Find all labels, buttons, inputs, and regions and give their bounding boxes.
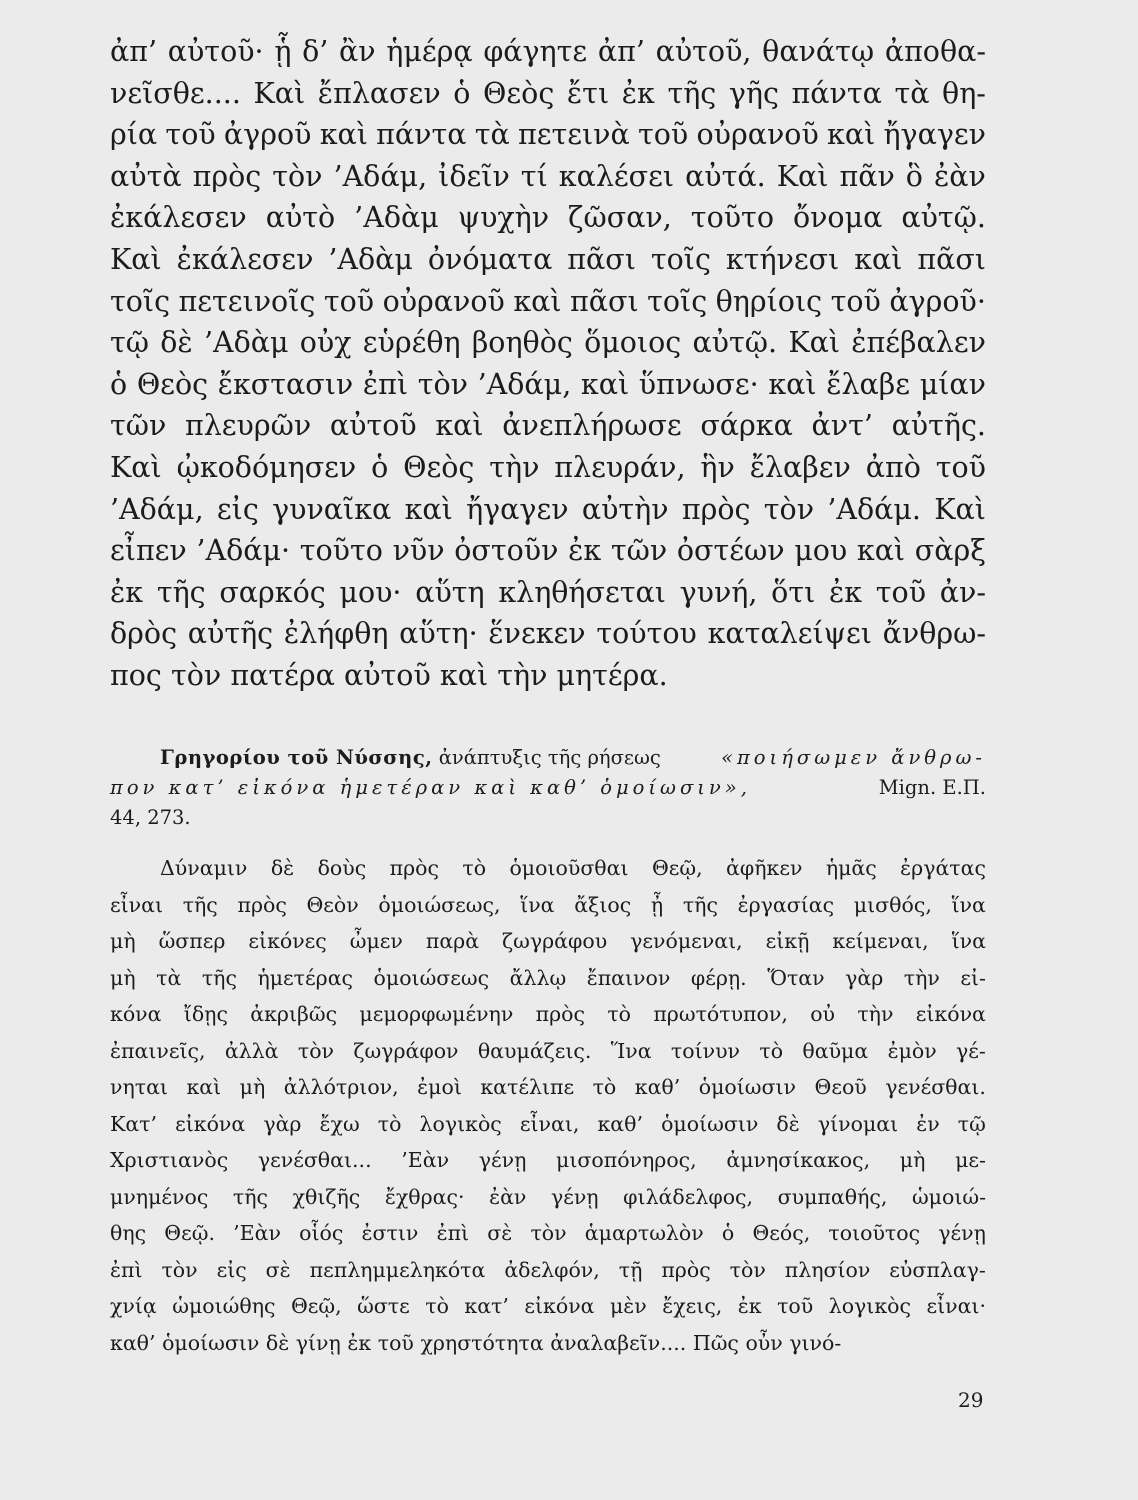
citation-volume: 44, 273.: [110, 806, 191, 829]
citation-author: Γρηγορίου τοῦ Νύσσης,: [160, 746, 433, 769]
passage-line-14: ἐκ τῆς σαρκός μου· αὕτη κληθήσεται γυνή, ὅτι ἐκ τοῦ ἀν-: [110, 575, 986, 609]
passage-line-5: ἐκάλεσεν αὐτὸ ’Αδὰμ ψυχὴν ζῶσαν, τοῦτο ὄνομα αὐτῷ.: [110, 201, 986, 235]
passage-line-8: τῷ δὲ ’Αδὰμ οὐχ εὑρέθη βοηθὸς ὅμοιος αὐτῷ. Καὶ ἐπέβαλεν: [110, 326, 986, 360]
passage-line-2: νεῖσθε.... Καὶ ἔπλασεν ὁ Θεὸς ἔτι ἐκ τῆς γῆς πάντα τὰ θη-: [110, 76, 986, 110]
passage-line-1: ἀπ’ αὐτοῦ· ᾗ δ’ ἂν ἡμέρᾳ φάγητε ἀπ’ αὐτοῦ, θανάτῳ ἀποθα-: [110, 35, 986, 68]
passage-line-3: ρία τοῦ ἀγροῦ καὶ πάντα τὰ πετεινὰ τοῦ οὐρανοῦ καὶ ἤγαγεν: [110, 118, 986, 152]
commentary-line-2: εἶναι τῆς πρὸς Θεὸν ὁμοιώσεως, ἵνα ἄξιος ᾖ τῆς ἐργασίας μισθός, ἵνα: [110, 892, 986, 917]
commentary-line-11: θης Θεῷ. ’Εὰν οἷός ἐστιν ἐπὶ σὲ τὸν ἁμαρτωλὸν ὁ Θεός, τοιοῦτος γένῃ: [110, 1221, 986, 1245]
citation-line-2: [110, 778, 986, 798]
commentary-line-4: μὴ τὰ τῆς ἡμετέρας ὁμοιώσεως ἄλλῳ ἔπαινον φέρῃ. Ὅταν γὰρ τὴν εἰ-: [110, 965, 986, 990]
passage-line-4: αὐτὰ πρὸς τὸν ’Αδάμ, ἰδεῖν τί καλέσει αὐτά. Καὶ πᾶν ὃ ἐὰν: [110, 159, 986, 193]
commentary-line-12: ἐπὶ τὸν εἰς σὲ πεπλημμεληκότα ἀδελφόν, τῇ πρὸς τὸν πλησίον εὐσπλαγ-: [110, 1257, 986, 1282]
commentary-line-5: κόνα ἴδῃς ἀκριβῶς μεμορφωμένην πρὸς τὸ πρωτότυπον, οὐ τὴν εἰκόνα: [110, 1002, 986, 1026]
passage-line-9: ὁ Θεὸς ἔκστασιν ἐπὶ τὸν ’Αδάμ, καὶ ὕπνωσε· καὶ ἔλαβε μίαν: [110, 367, 986, 401]
passage-line-13: εἶπεν ’Αδάμ· τοῦτο νῦν ὀστοῦν ἐκ τῶν ὀστέων μου καὶ σὰρξ: [110, 534, 986, 568]
citation-reference: Mign. Ε.Π.: [878, 776, 986, 799]
commentary-line-9: Χριστιανὸς γενέσθαι... ’Εὰν γένῃ μισοπόνηρος, ἀμνησίκακος, μὴ με-: [110, 1148, 986, 1172]
citation-line-3: [110, 808, 986, 828]
passage-line-10: τῶν πλευρῶν αὐτοῦ καὶ ἀνεπλήρωσε σάρκα ἀντ’ αὐτῆς.: [110, 409, 986, 443]
commentary-line-3: μὴ ὥσπερ εἰκόνες ὦμεν παρὰ ζωγράφου γενόμεναι, εἰκῇ κείμεναι, ἵνα: [110, 929, 986, 953]
passage-line-12: ’Αδάμ, εἰς γυναῖκα καὶ ἤγαγεν αὐτὴν πρὸς τὸν ’Αδάμ. Καὶ: [110, 492, 986, 526]
commentary-line-10: μνημένος τῆς χθιζῆς ἔχθρας· ἐὰν γένῃ φιλάδελφος, συμπαθής, ὡμοιώ-: [110, 1184, 986, 1209]
citation-line-1: [160, 748, 986, 768]
citation-line1-text: ἀνάπτυξις τῆς ρήσεως: [438, 746, 661, 769]
commentary-line-14: καθ’ ὁμοίωσιν δὲ γίνῃ ἐκ τοῦ χρηστότητα ἀναλαβεῖν.... Πῶς οὖν γινό-: [110, 1330, 842, 1355]
commentary-line-7: νηται καὶ μὴ ἀλλότριον, ἐμοὶ κατέλιπε τὸ καθ’ ὁμοίωσιν Θεοῦ γενέσθαι.: [110, 1075, 986, 1099]
passage-line-7: τοῖς πετεινοῖς τοῦ οὐρανοῦ καὶ πᾶσι τοῖς θηρίοις τοῦ ἀγροῦ·: [110, 284, 986, 318]
commentary-line-8: Κατ’ εἰκόνα γὰρ ἔχω τὸ λογικὸς εἶναι, καθ’ ὁμοίωσιν δὲ γίνομαι ἐν τῷ: [110, 1111, 986, 1136]
commentary-line-13: χνίᾳ ὡμοιώθης Θεῷ, ὥστε τὸ κατ’ εἰκόνα μὲν ἔχεις, ἐκ τοῦ λογικὸς εἶναι·: [110, 1294, 986, 1318]
citation-line1-title: «ποιήσωμεν ἄνθρω-: [721, 746, 986, 769]
passage-line-6: Καὶ ἐκάλεσεν ’Αδὰμ ὀνόματα πᾶσι τοῖς κτήνεσι καὶ πᾶσι: [110, 243, 986, 276]
passage-line-16: πος τὸν πατέρα αὐτοῦ καὶ τὴν μητέρα.: [110, 659, 668, 692]
page-number: 29: [958, 1388, 984, 1412]
passage-line-11: Καὶ ᾠκοδόμησεν ὁ Θεὸς τὴν πλευράν, ἣν ἔλαβεν ἀπὸ τοῦ: [110, 451, 986, 484]
commentary-line-1: Δύναμιν δὲ δοὺς πρὸς τὸ ὁμοιοῦσθαι Θεῷ, ἀφῆκεν ἡμᾶς ἐργάτας: [160, 856, 986, 880]
passage-line-15: δρὸς αὐτῆς ἐλήφθη αὕτη· ἕνεκεν τούτου καταλείψει ἄνθρω-: [110, 617, 986, 651]
citation-line2-title: πον κατ’ εἰκόνα ἡμετέραν καὶ καθ’ ὁμοίωσιν»,: [110, 776, 751, 799]
commentary-line-6: ἐπαινεῖς, ἀλλὰ τὸν ζωγράφον θαυμάζεις. Ἵνα τοίνυν τὸ θαῦμα ἐμὸν γέ-: [110, 1038, 986, 1063]
